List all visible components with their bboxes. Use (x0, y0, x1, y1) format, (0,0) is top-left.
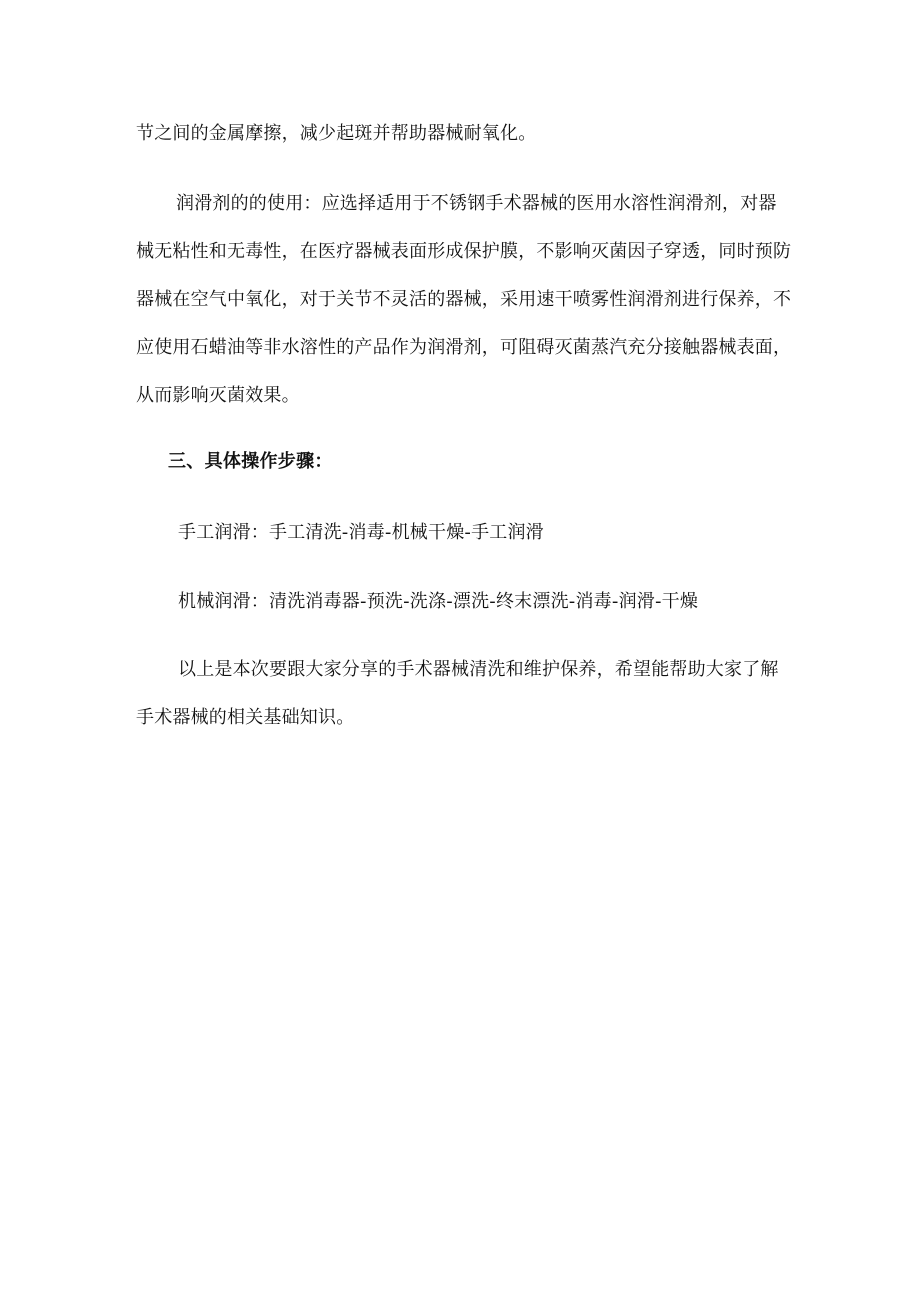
paragraph-summary: 以上是本次要跟大家分享的手术器械清洗和维护保养，希望能帮助大家了解手术器械的相关基础知识。 (136, 659, 779, 728)
step-manual-lubrication: 手工润滑：手工清洗-消毒-机械干燥-手工润滑 (178, 522, 544, 543)
step-machine-lubrication: 机械润滑：清洗消毒器-预洗-洗涤-漂洗-终末漂洗-消毒-润滑-干燥 (178, 591, 699, 612)
paragraph-lubricant-usage: 润滑剂的的使用：应选择适用于不锈钢手术器械的医用水溶性润滑剂，对器械无粘性和无毒性，在医疗器械表面形成保护膜，不影响灭菌因子穿透，同时预防器械在空气中氧化，对于关节不灵活的器械，采用速干喷雾性润滑剂进行保养，不应使用石蜡油等非水溶性的产品作为润滑剂，可阻碍灭菌蒸汽充分接触器械表面，从而影响灭菌效果。 (136, 193, 792, 406)
paragraph-continued: 节之间的金属摩擦，减少起斑并帮助器械耐氧化。 (136, 123, 537, 144)
section-heading-steps: 三、具体操作步骤： (168, 451, 333, 472)
